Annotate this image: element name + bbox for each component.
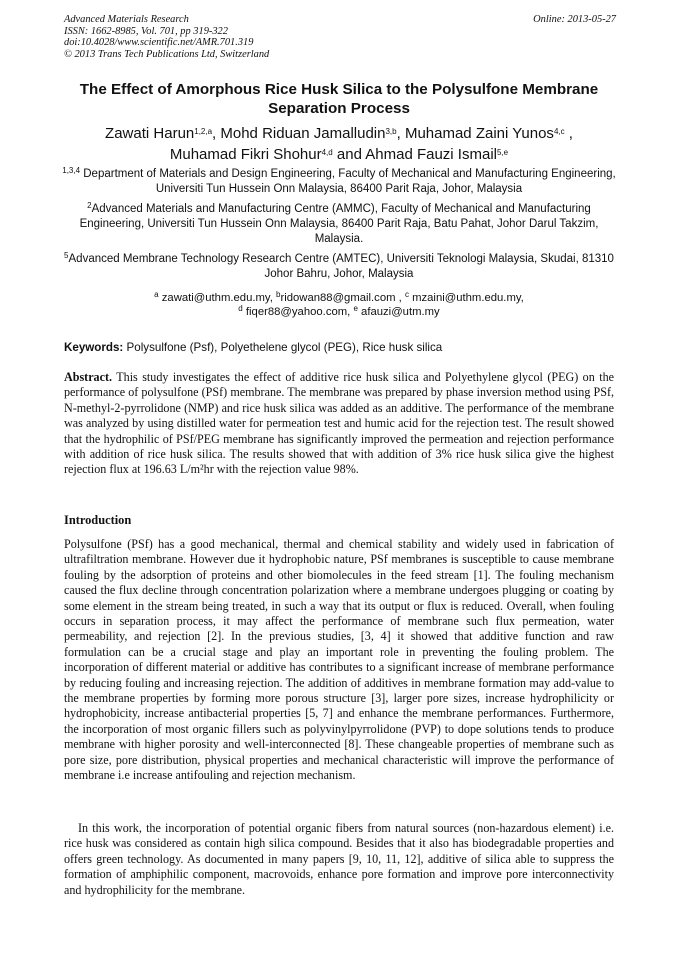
keywords-label: Keywords: xyxy=(64,341,124,354)
email-address: afauzi@utm.my xyxy=(361,306,440,318)
affiliation-3 xyxy=(54,252,624,282)
email-address: mzaini@uthm.edu.my, xyxy=(412,292,524,304)
online-date: Online: 2013-05-27 xyxy=(533,14,616,25)
email-line-1 xyxy=(54,291,624,305)
abstract-label: Abstract. xyxy=(64,370,113,384)
email-superscript: a xyxy=(154,290,159,300)
affiliation-text: Advanced Materials and Manufacturing Centre (AMMC), Faculty of Mechanical and Manufacturing Engineering, Universiti Tun Hussein Onn Malaysia, 86400 Parit Raja, Batu Pahat, Johor Darul Takzim, Malaysia. xyxy=(79,203,599,245)
author-superscript: 1,2,a xyxy=(194,127,213,137)
email-address: fiqer88@yahoo.com, xyxy=(245,306,351,318)
email-list xyxy=(54,291,624,319)
email-address: zawati@uthm.edu.my, xyxy=(161,292,273,304)
affiliation-2 xyxy=(54,202,624,247)
author-superscript: 4,c xyxy=(553,127,565,137)
abstract-text: This study investigates the effect of additive rice husk silica and Polyethylene glycol (PEG) on the performance of polysulfone (PSf) membrane. The membrane was prepared by phase inversion method using PSf, N-methyl-2-pyrrolidone (NMP) and rice husk silica was added as an additive. The performance of the membrane was analyzed by using distilled water for permeation test and humic acid for the rejection test. The result showed that the hydrophilic of PSf/PEG membrane has significantly improved the permeation and rejection performance with addition of rice husk silica. The results showed that with addition of 3% rice husk silica give the highest rejection flux at 196.63 L/m²hr with the rejection value 98%. xyxy=(64,370,614,477)
email-superscript: d xyxy=(238,304,243,314)
affiliation-superscript: 5 xyxy=(64,251,69,261)
abstract xyxy=(64,370,614,478)
author-superscript: 4,d xyxy=(321,148,333,158)
affiliation-text: Advanced Membrane Technology Research Centre (AMTEC), Universiti Teknologi Malaysia, Skudai, 81310 Johor Bahru, Johor, Malaysia xyxy=(68,253,614,280)
author-name: , Mohd Riduan Jamalludin xyxy=(212,125,386,142)
author-name: , Muhamad Zaini Yunos xyxy=(396,125,554,142)
introduction-paragraph-2: In this work, the incorporation of potential organic fibers from natural sources (non-hazardous element) i.e. rice husk was considered as contain high silica compound. Besides that it also has biodegradable properties and offers green technology. As documented in many papers [9, 10, 11, 12], additive of silica able to suppress the formation of amphiphilic component, macrovoids, enhance pore formation and improve pore interconnectivity and hydrophilicity for the membrane. xyxy=(64,821,614,897)
introduction-heading: Introduction xyxy=(64,513,132,527)
email-superscript: b xyxy=(276,290,281,300)
author-line-2 xyxy=(54,144,624,165)
paper-title xyxy=(54,80,624,118)
journal-header xyxy=(64,14,616,60)
email-address: ridowan88@gmail.com , xyxy=(280,292,402,304)
email-superscript: c xyxy=(404,290,409,300)
affiliation-superscript: 2 xyxy=(87,201,92,211)
issn-line: ISSN: 1662-8985, Vol. 701, pp 319-322 xyxy=(64,25,228,37)
author-superscript: 3,b xyxy=(385,127,397,137)
author-name: Zawati Harun xyxy=(105,125,195,142)
email-superscript: e xyxy=(353,304,358,314)
introduction-paragraph-1: Polysulfone (PSf) has a good mechanical, thermal and chemical stability and widely used in fabrication of ultrafiltration membrane. However due it hydrophobic nature, PSf membranes is susceptible to cause membrane fouling by the adsorption of proteins and other biomolecules in the feed stream [1]. The fouling mechanism caused the flux decline through concentration polarization where a membrane undergoes plugging or coating by some element in the stream being treated, in such a way that its output or flux is reduced. Overall, when fouling occurs in separation process, it may affect the performance of membrane such flux permeation, water permeability, and rejection [2]. In the previous studies, [3, 4] it showed that additive function and raw formulation can be a crucial stage and play an important role in preventing the fouling problem. The incorporation of different material or additive has contributes to a significant increase of membrane performance by reducing fouling and increasing rejection. The addition of additives in membrane formation may add-value to the membrane properties by forming more porous structure [3], larger pore sizes, increase hydrophilicity or hydrophobicity, increase antibacterial properties [5, 7] and enhance the membrane performances. Furthermore, the incorporation of most organic fillers such as polyvinylpyrrolidone (PVP) to dope solutions tends to produce membrane with higher porosity and well-interconnected [8]. These changeable properties of membrane such as pore size, pore distribution, physical properties and mechanical characteristic will improve the performance of membrane i.e increase antifouling and rejection mechanism. xyxy=(64,537,614,783)
author-separator: , xyxy=(564,125,573,142)
copyright-line: © 2013 Trans Tech Publications Ltd, Switzerland xyxy=(64,48,270,60)
author-name: Muhamad Fikri Shohur xyxy=(169,146,322,163)
doi-line: doi:10.4028/www.scientific.net/AMR.701.319 xyxy=(64,37,254,49)
affiliation-1 xyxy=(54,167,624,197)
author-superscript: 5,e xyxy=(496,148,509,158)
title-line-2: Separation Process xyxy=(268,100,410,117)
author-name: and Ahmad Fauzi Ismail xyxy=(332,146,497,163)
title-line-1: The Effect of Amorphous Rice Husk Silica to the Polysulfone Membrane xyxy=(79,81,599,98)
email-line-2 xyxy=(54,305,624,319)
journal-name: Advanced Materials Research xyxy=(64,14,189,25)
author-line-1 xyxy=(54,123,624,144)
affiliation-superscript: 1,3,4 xyxy=(62,166,81,176)
author-list xyxy=(54,123,624,165)
keywords xyxy=(64,341,624,355)
keywords-text: Polysulfone (Psf), Polyethelene glycol (PEG), Rice husk silica xyxy=(126,341,443,354)
affiliation-text: Department of Materials and Design Engineering, Faculty of Mechanical and Manufacturing Engineering, Universiti Tun Hussein Onn Malaysia, 86400 Parit Raja, Johor, Malaysia xyxy=(83,168,616,195)
